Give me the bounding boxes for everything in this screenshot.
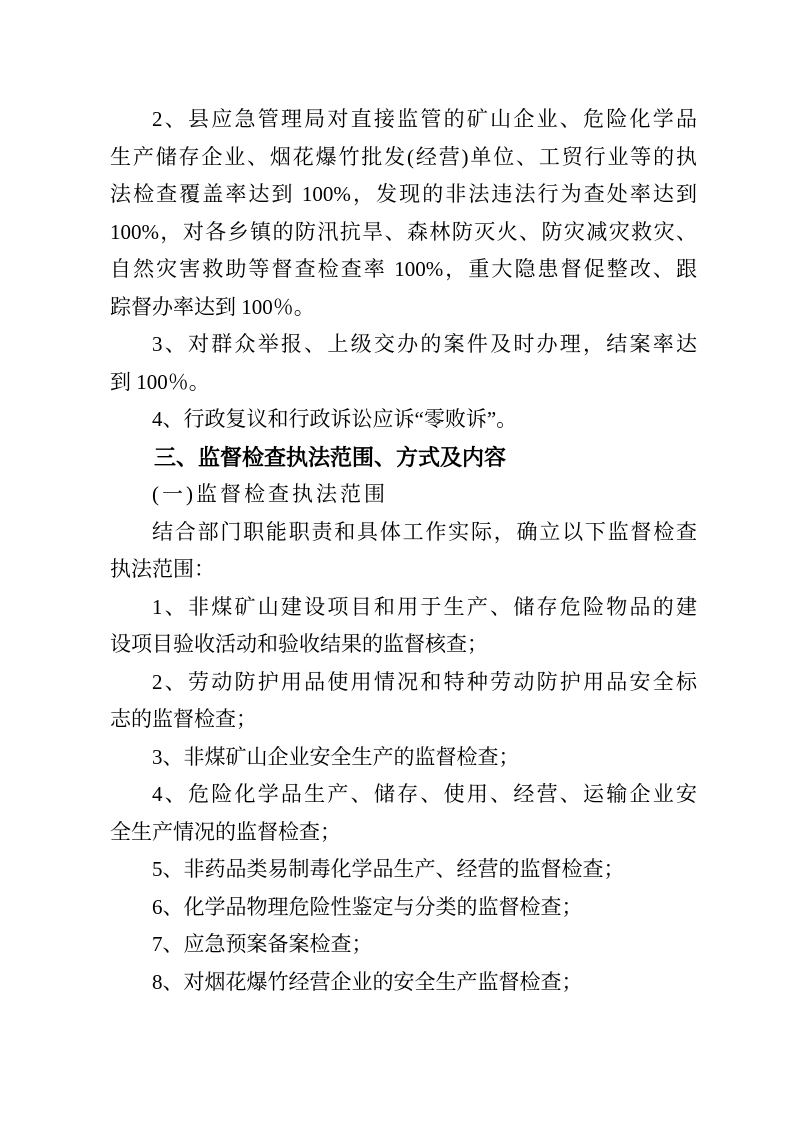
- para-zero-loss: [110, 401, 697, 439]
- scope-item-5: [110, 851, 697, 889]
- text-line: 全生产情况的监督检查；: [110, 819, 341, 844]
- text-line: 4、行政复议和行政诉讼应诉“零败诉”。: [152, 407, 518, 431]
- text-line: 设项目验收活动和验收结果的监督核查；: [110, 632, 488, 656]
- scope-item-3: [110, 739, 697, 777]
- text-line: (一)监督检查执法范围: [152, 482, 388, 506]
- para-scope-intro: [110, 514, 697, 589]
- text-line: 2、县应急管理局对直接监管的矿山企业、危险化学品: [152, 107, 697, 131]
- text-line: 三、监督检查执法范围、方式及内容: [154, 444, 507, 470]
- heading-section-3: [110, 439, 697, 477]
- scope-item-6: [110, 889, 697, 927]
- text-line: 2、劳动防护用品使用情况和特种劳动防护用品安全标: [152, 669, 697, 694]
- text-line: 生产储存企业、烟花爆竹批发(经营)单位、工贸行业等的执: [110, 144, 697, 169]
- text-line: 4、危险化学品生产、储存、使用、经营、运输企业安: [152, 782, 697, 806]
- scope-item-8: [110, 964, 697, 1002]
- para-case-closure: [110, 326, 697, 401]
- text-line: 志的监督检查；: [110, 707, 257, 731]
- text-line: 3、非煤矿山企业安全生产的监督检查；: [152, 744, 520, 769]
- text-line: 执法范围：: [110, 557, 215, 581]
- scope-item-2: [110, 664, 697, 739]
- scope-item-1: [110, 589, 697, 664]
- text-line: 到 100％。: [110, 369, 210, 394]
- page-content: [110, 101, 697, 1001]
- scope-item-7: [110, 926, 697, 964]
- text-line: 7、应急预案备案检查；: [152, 932, 373, 956]
- text-line: 100%，对各乡镇的防汛抗旱、森林防灭火、防灾减灾救灾、: [110, 219, 697, 244]
- text-line: 结合部门职能职责和具体工作实际，确立以下监督检查: [152, 519, 697, 544]
- text-line: 6、化学品物理危险性鉴定与分类的监督检查；: [152, 894, 583, 919]
- text-line: 8、对烟花爆竹经营企业的安全生产监督检查；: [152, 969, 583, 994]
- text-line: 踪督办率达到 100％。: [110, 294, 315, 319]
- text-line: 3、对群众举报、上级交办的案件及时办理，结案率达: [152, 332, 697, 356]
- text-line: 自然灾害救助等督查检查率 100%，重大隐患督促整改、跟: [110, 257, 697, 281]
- para-coverage-rate: [110, 101, 697, 326]
- text-line: 1、非煤矿山建设项目和用于生产、储存危险物品的建: [152, 594, 697, 619]
- text-line: 法检查覆盖率达到 100%，发现的非法违法行为查处率达到: [110, 182, 697, 206]
- scope-item-4: [110, 776, 697, 851]
- text-line: 5、非药品类易制毒化学品生产、经营的监督检查；: [152, 857, 625, 881]
- subheading-3-1: [110, 476, 697, 514]
